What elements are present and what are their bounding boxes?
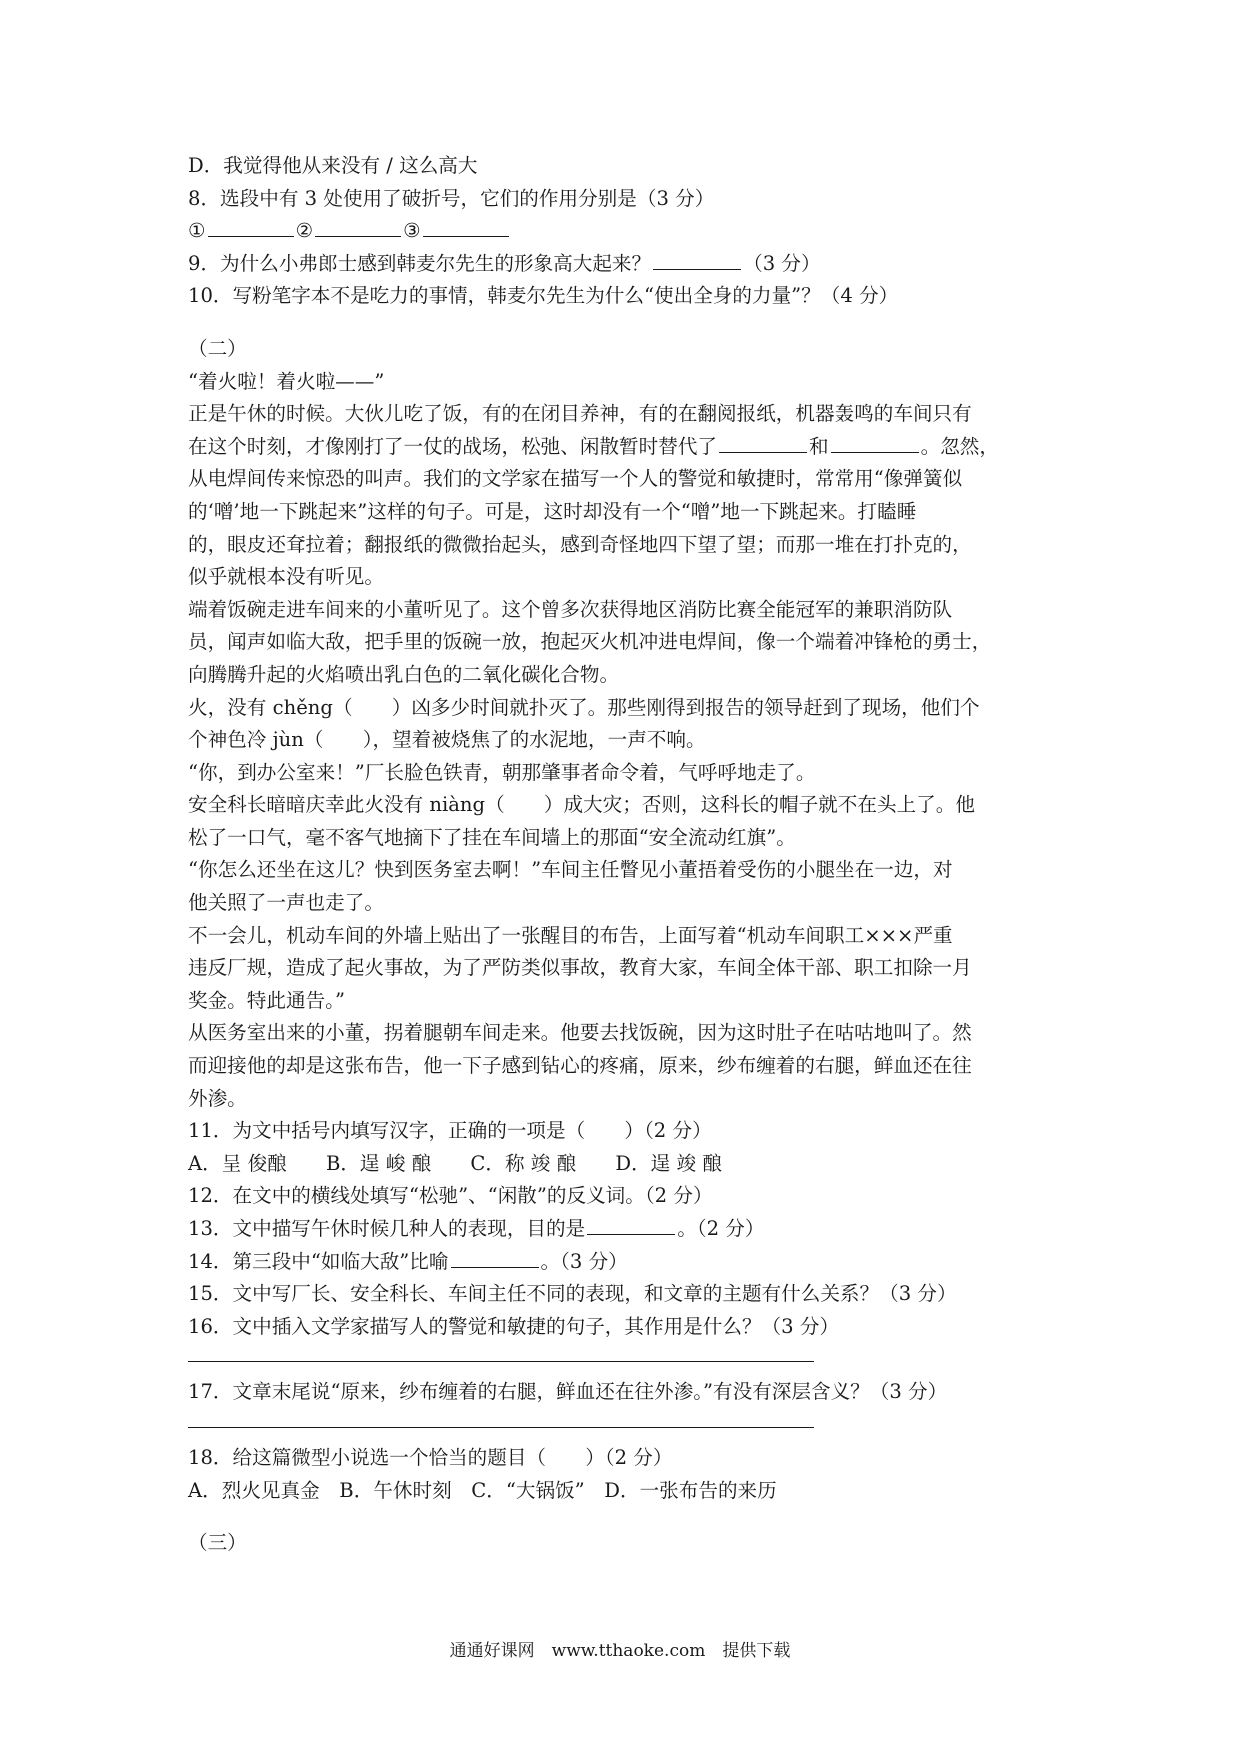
passage-line: 向腾腾升起的火焰喷出乳白色的二氧化碳化合物。 bbox=[188, 662, 620, 686]
question-14-blank bbox=[451, 1247, 539, 1268]
passage-line: 端着饭碗走进车间来的小董听见了。这个曾多次获得地区消防比赛全能冠军的兼职消防队 bbox=[188, 597, 953, 621]
question-14-text: 14．第三段中“如临大敌”比喻 bbox=[188, 1249, 449, 1273]
passage-line: 从医务室出来的小董，拐着腿朝车间走来。他要去找饭碗，因为这时肚子在咕咕地叫了。然 bbox=[188, 1021, 972, 1045]
passage-text: 和 bbox=[809, 434, 829, 458]
blank-1-label: ① bbox=[188, 219, 206, 243]
question-13 bbox=[188, 1213, 1058, 1246]
antonym-blank-2 bbox=[831, 432, 919, 453]
section-3-heading: （三） bbox=[188, 1531, 247, 1555]
page-content bbox=[188, 150, 1058, 1560]
passage-line: 个神色冷 jùn（ ），望着被烧焦了的水泥地，一声不响。 bbox=[188, 728, 706, 752]
passage-text: 在这个时刻，才像刚打了一仗的战场，松弛、闲散暂时替代了 bbox=[188, 434, 718, 458]
question-8-blanks bbox=[188, 215, 1058, 248]
passage-line: “你怎么还坐在这儿？快到医务室去啊！”车间主任瞥见小董捂着受伤的小腿坐在一边，对 bbox=[188, 858, 953, 882]
question-8: 8．选段中有 3 处使用了破折号，它们的作用分别是（3 分） bbox=[188, 186, 715, 210]
passage-line: “你，到办公室来！”厂长脸色铁青，朝那肇事者命令着，气呼呼地走了。 bbox=[188, 760, 816, 784]
question-13-score: 。（2 分） bbox=[677, 1217, 765, 1240]
question-16: 16．文中插入文学家描写人的警觉和敏捷的句子，其作用是什么？（3 分） bbox=[188, 1314, 840, 1338]
question-13-text: 13．文中描写午休时候几种人的表现，目的是 bbox=[188, 1217, 586, 1240]
question-11-options: A．呈 俊酿 B．逞 峻 酿 C．称 竣 酿 D．逞 竣 酿 bbox=[188, 1151, 722, 1175]
passage-line: 他关照了一声也走了。 bbox=[188, 891, 384, 915]
answer-blank-1 bbox=[208, 217, 294, 238]
passage-text: 。忽然， bbox=[920, 434, 999, 458]
blank-2-label: ② bbox=[295, 219, 314, 243]
question-11: 11．为文中括号内填写汉字，正确的一项是（ ）（2 分） bbox=[188, 1119, 712, 1143]
passage-line: 松了一口气，毫不客气地摘下了挂在车间墙上的那面“安全流动红旗”。 bbox=[188, 825, 796, 849]
answer-blank-2 bbox=[315, 217, 401, 238]
question-17: 17．文章末尾说“原来，纱布缠着的右腿，鲜血还在往外渗。”有没有深层含义？（3 分） bbox=[188, 1380, 948, 1404]
passage-line: 员，闻声如临大敌，把手里的饭碗一放，抱起灭火机冲进电焊间，像一个端着冲锋枪的勇士， bbox=[188, 630, 992, 654]
question-9 bbox=[188, 248, 1058, 281]
answer-line-17 bbox=[188, 1427, 814, 1428]
passage-line: 似乎就根本没有听见。 bbox=[188, 565, 384, 589]
passage-line: 而迎接他的却是这张布告，他一下子感到钻心的疼痛，原来，纱布缠着的右腿，鲜血还在往 bbox=[188, 1054, 972, 1078]
question-12: 12．在文中的横线处填写“松驰”、“闲散”的反义词。（2 分） bbox=[188, 1184, 713, 1208]
passage-line: 违反厂规，造成了起火事故，为了严防类似事故，教育大家，车间全体干部、职工扣除一月 bbox=[188, 956, 972, 980]
passage-line: 不一会儿，机动车间的外墙上贴出了一张醒目的布告，上面写着“机动车间职工×××严重 bbox=[188, 923, 953, 947]
question-9-score: （3 分） bbox=[743, 251, 821, 275]
passage-line: 外渗。 bbox=[188, 1086, 247, 1110]
passage-line: 的，眼皮还耷拉着；翻报纸的微微抬起头，感到奇怪地四下望了望；而那一堆在打扑克的， bbox=[188, 532, 972, 556]
passage-line: 从电焊间传来惊恐的叫声。我们的文学家在描写一个人的警觉和敏捷时，常常用“像弹簧似 bbox=[188, 467, 963, 491]
answer-line-16 bbox=[188, 1361, 814, 1362]
passage-line-with-blanks bbox=[188, 431, 1058, 464]
question-14 bbox=[188, 1246, 1058, 1279]
option-d: D．我觉得他从来没有 / 这么高大 bbox=[188, 154, 478, 177]
question-10: 10．写粉笔字本不是吃力的事情，韩麦尔先生为什么“使出全身的力量”？（4 分） bbox=[188, 284, 899, 308]
passage-line: 安全科长暗暗庆幸此火没有 niàng（ ）成大灾；否则，这科长的帽子就不在头上了。他 bbox=[188, 793, 975, 817]
antonym-blank-1 bbox=[719, 432, 807, 453]
question-18-options: A．烈火见真金 B．午休时刻 C．“大锅饭” D．一张布告的来历 bbox=[188, 1478, 777, 1502]
question-15: 15．文中写厂长、安全科长、车间主任不同的表现，和文章的主题有什么关系？（3 分） bbox=[188, 1282, 957, 1306]
passage-line: 奖金。特此通告。” bbox=[188, 988, 345, 1012]
answer-blank-3 bbox=[423, 217, 509, 238]
question-18: 18．给这篇微型小说选一个恰当的题目（ ）（2 分） bbox=[188, 1445, 673, 1469]
passage-line: 的‘噌’地一下跳起来”这样的句子。可是，这时却没有一个“噌”地一下跳起来。打瞌睡 bbox=[188, 499, 917, 523]
passage-opening-line: “着火啦！着火啦——” bbox=[188, 369, 385, 393]
section-2-heading: （二） bbox=[188, 336, 247, 360]
page-footer: 通通好课网 www.tthaoke.com 提供下载 bbox=[449, 1641, 791, 1661]
question-9-text: 9．为什么小弗郎士感到韩麦尔先生的形象高大起来？ bbox=[188, 251, 652, 275]
question-9-blank bbox=[653, 249, 741, 270]
question-14-score: 。（3 分） bbox=[540, 1249, 628, 1273]
blank-3-label: ③ bbox=[403, 219, 421, 243]
passage-line: 正是午休的时候。大伙儿吃了饭，有的在闭目养神，有的在翻阅报纸，机器轰鸣的车间只有 bbox=[188, 402, 972, 426]
question-13-blank bbox=[587, 1214, 675, 1235]
passage-line: 火，没有 chěng（ ）凶多少时间就扑灭了。那些刚得到报告的领导赶到了现场，他们个 bbox=[188, 695, 980, 719]
